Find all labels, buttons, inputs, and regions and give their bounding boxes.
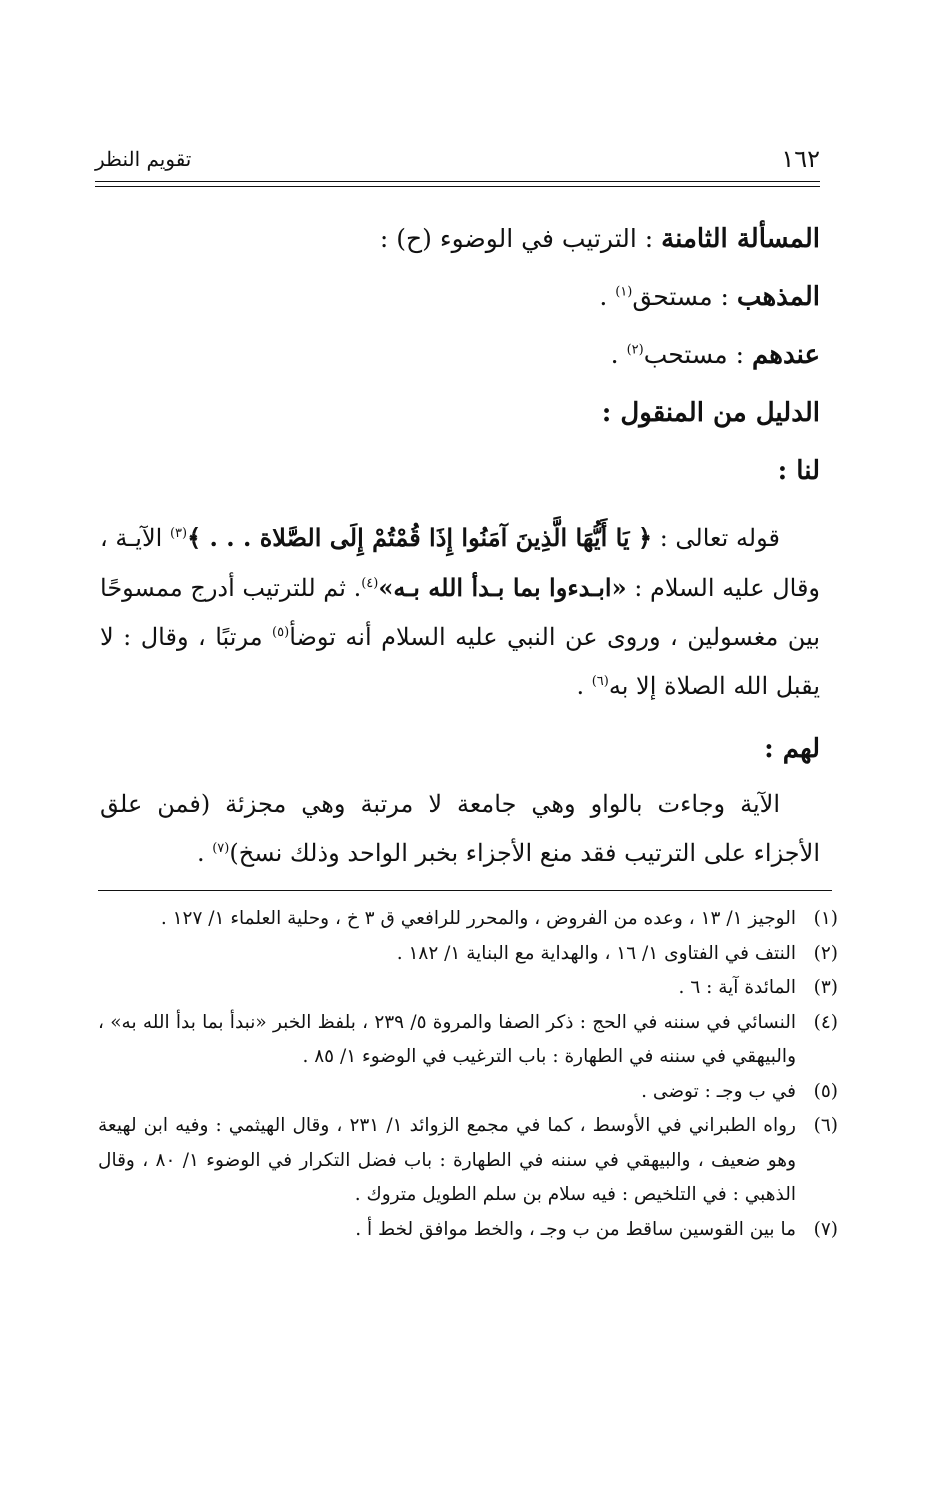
footnote-ref: (٢) — [626, 342, 644, 358]
for-them-heading: لهم : — [764, 734, 820, 764]
footnote-number: (٣) — [813, 977, 838, 998]
footnote-text: رواه الطبراني في الأوسط ، كما في مجمع الزوائد ١/ ٢٣١ ، وقال الهيثمي : وفيه ابن لهيعة وهو ضعيف ، والبيهقي في سننه في الطهارة : باب فضل التكرار في الوضوء ١/ ٨٠ ، وقال الذهبي : في التلخيص : فيه سلام بن سلم الطويل متروك . — [98, 1115, 796, 1205]
footnote-ref: (١) — [615, 284, 633, 300]
footnote-3 — [98, 971, 838, 1006]
footnote-number: (٤) — [813, 1011, 838, 1033]
paragraph-end: . — [196, 839, 213, 867]
hadith-quote: «ابـدءوا بما بـدأ الله بـه» — [378, 573, 627, 602]
footnote-2 — [98, 937, 838, 972]
footnote-5 — [98, 1075, 838, 1110]
footnote-ref: (٣) — [169, 526, 188, 541]
for-them-paragraph — [100, 780, 820, 878]
footnote-1 — [98, 902, 838, 937]
footnote-number: (٧) — [813, 1218, 838, 1240]
footnote-ref: (٥) — [272, 625, 290, 640]
footnotes — [98, 902, 838, 1247]
footnote-text: الوجيز ١/ ١٣ ، وعده من الفروض ، والمحرر للرافعي ق ٣ خ ، وحلية العلماء ١/ ١٢٧ . — [160, 908, 796, 929]
for-us-paragraph — [100, 513, 820, 711]
paragraph-text: الآيـة ، وقال عليه السلام : — [100, 524, 820, 602]
footnote-ref: (٦) — [591, 674, 609, 689]
running-title: تقويم النظر — [95, 147, 192, 171]
issue-line — [100, 210, 820, 268]
paragraph-end: . — [576, 672, 592, 700]
verse-intro: قوله تعالى : — [652, 524, 780, 552]
running-header — [95, 145, 820, 179]
for-them-text — [100, 780, 820, 878]
paragraph-text: الآية وجاءت بالواو وهي جامعة لا مرتبة وهي مجزئة (فمن علق الأجزاء على الترتيب فقد منع الأجزاء بخبر الواحد وذلك نسخ) — [100, 790, 820, 867]
quran-verse: ﴿ يَا أَيُّهَا الَّذِينَ آمَنُوا إِذَا قُمْتُمْ إِلَى الصَّلاة . . . ﴾ — [187, 523, 653, 552]
footnote-7 — [98, 1213, 838, 1248]
footnote-number: (٥) — [813, 1080, 838, 1102]
footnote-4 — [98, 1006, 838, 1075]
footnote-text: النسائي في سننه في الحج : ذكر الصفا والمروة ٥/ ٢٣٩ ، بلفظ الخبر «نبدأ بما بدأ الله به» ، والبيهقي في سننه في الطهارة : باب الترغيب في الوضوء ١/ ٨٥ . — [98, 1011, 796, 1067]
theirs-text: : مستحب — [643, 340, 745, 369]
for-them-block — [100, 724, 820, 774]
evidence-heading: الدليل من المنقول : — [601, 398, 820, 428]
footnote-text: المائدة آية : ٦ . — [678, 977, 796, 998]
page-number: ١٦٢ — [781, 145, 820, 173]
for-us-heading: لنا : — [777, 456, 820, 486]
madhhab-line — [100, 268, 820, 326]
theirs-label: عندهم — [751, 340, 820, 370]
header-rule-thin — [95, 186, 820, 187]
footnote-number: (٦) — [813, 1115, 838, 1136]
madhhab-text: : مستحق — [632, 282, 729, 311]
theirs-end: . — [610, 340, 627, 369]
footnote-6 — [98, 1109, 838, 1213]
header-rule — [95, 181, 820, 182]
paragraph-text: مرتبًا ، وقال : لا يقبل الله الصلاة إلا به — [100, 623, 820, 700]
madhhab-end: . — [599, 282, 616, 311]
madhhab-label: المذهب — [736, 282, 820, 312]
footnote-ref: (٤) — [361, 576, 379, 591]
issue-text: : الترتيب في الوضوء (ح) : — [379, 224, 654, 253]
issue-label: المسألة الثامنة — [661, 224, 820, 254]
paragraph-text: . ثم للترتيب أدرج ممسوحًا بين مغسولين ، وروى عن النبي عليه السلام أنه توضأ — [100, 574, 820, 651]
footnote-ref: (٧) — [212, 841, 230, 856]
footnote-number: (١) — [813, 908, 838, 929]
theirs-line — [100, 326, 820, 384]
for-us-text — [100, 513, 820, 711]
footnote-text: ما بين القوسين ساقط من ب وجـ ، والخط موافق لخط أ . — [355, 1218, 796, 1240]
footnote-number: (٢) — [813, 942, 838, 964]
footnote-separator — [98, 890, 832, 891]
footnote-text: النتف في الفتاوى ١/ ١٦ ، والهداية مع البناية ١/ ١٨٢ . — [396, 942, 796, 964]
footnote-text: في ب وجـ : توضى . — [641, 1080, 796, 1102]
main-text — [100, 210, 820, 500]
